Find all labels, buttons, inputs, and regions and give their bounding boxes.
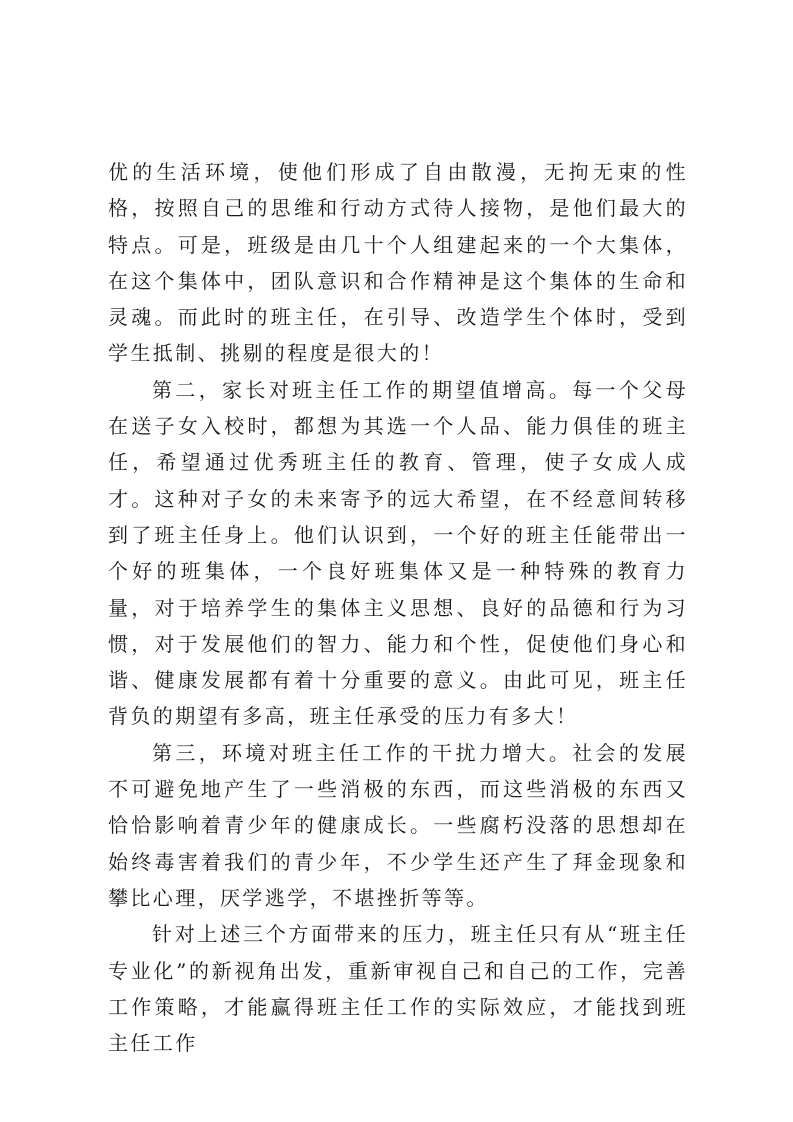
paragraph-professionalization: 针对上述三个方面带来的压力，班主任只有从“班主任专业化”的新视角出发，重新审视自己和自己的工作，完善工作策略，才能赢得班主任工作的实际效应，才能找到班主任工作 (108, 922, 688, 1056)
document-body (108, 154, 688, 1061)
paragraph-parent-expectations: 第二，家长对班主任工作的期望值增高。每一个父母在送子女入校时，都想为其选一个人品、能力俱佳的班主任，希望通过优秀班主任的教育、管理，使子女成人成才。这种对子女的未来寄予的远大希望，在不经意间转移到了班主任身上。他们认识到，一个好的班主任能带出一个好的班集体，一个良好班集体又是一种特殊的教育力量，对于培养学生的集体主义思想、良好的品德和行为习惯，对于发展他们的智力、能力和个性，促使他们身心和谐、健康发展都有着十分重要的意义。由此可见，班主任背负的期望有多高，班主任承受的压力有多大！ (108, 377, 688, 729)
paragraph-continuation: 优的生活环境，使他们形成了自由散漫，无拘无束的性格，按照自己的思维和行动方式待人接物，是他们最大的特点。可是，班级是由几十个人组建起来的一个大集体，在这个集体中，团队意识和合作精神是这个集体的生命和灵魂。而此时的班主任，在引导、改造学生个体时，受到学生抵制、挑剔的程度是很大的！ (108, 160, 688, 366)
paragraph-environment-interference: 第三，环境对班主任工作的干扰力增大。社会的发展不可避免地产生了一些消极的东西，而这些消极的东西又恰恰影响着青少年的健康成长。一些腐朽没落的思想却在始终毒害着我们的青少年，不少学生还产生了拜金现象和攀比心理，厌学逃学，不堪挫折等等。 (108, 740, 688, 910)
